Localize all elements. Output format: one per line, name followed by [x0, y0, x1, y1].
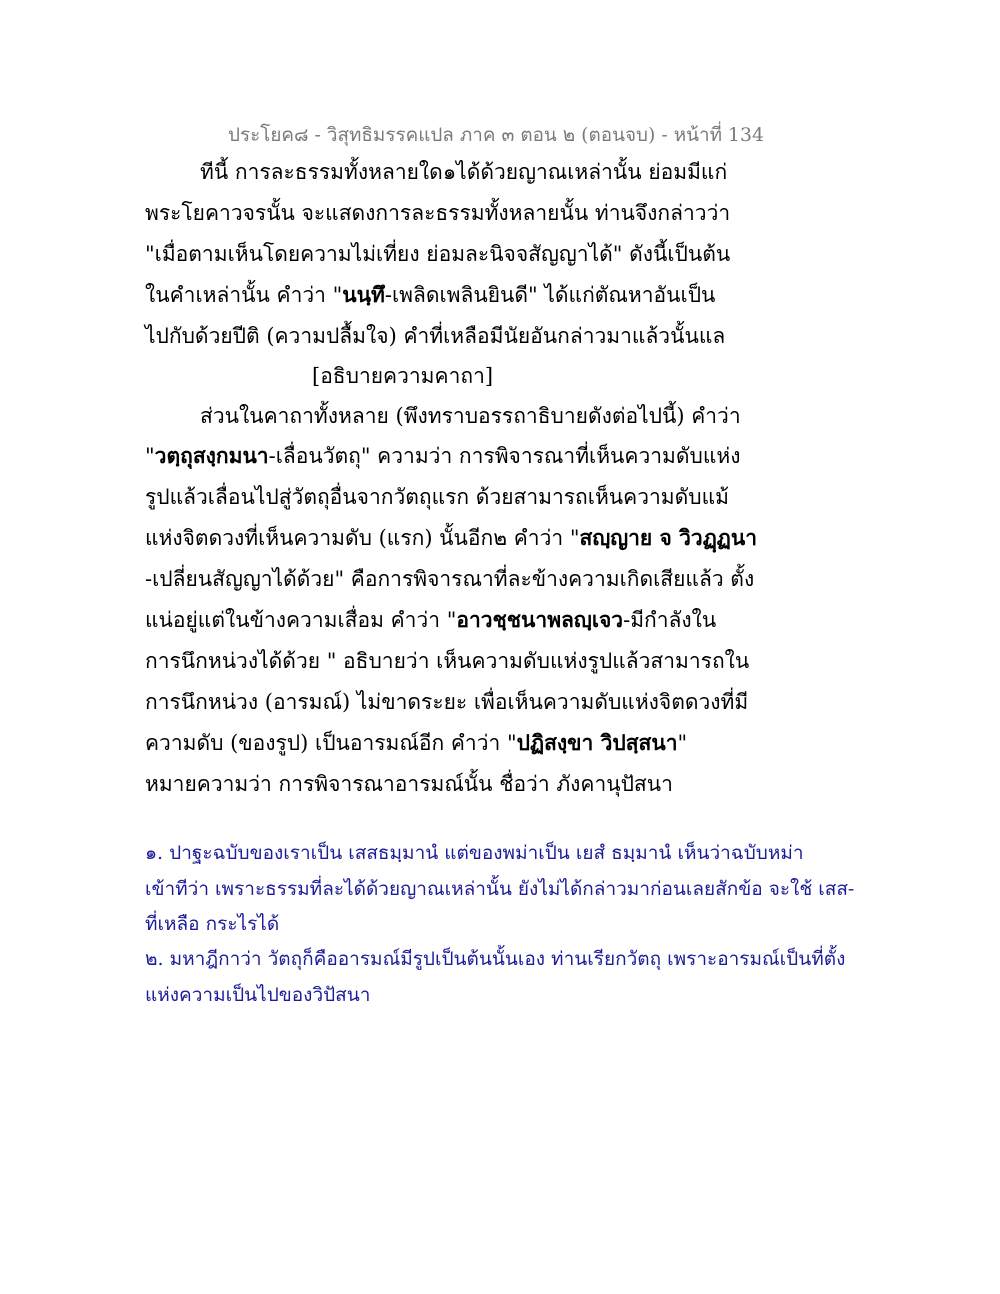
- body-line-9: [145, 523, 757, 553]
- body-line-11: [145, 605, 716, 635]
- section-heading: [อธิบายความคาถา]: [312, 364, 494, 388]
- text-span: ": [145, 444, 155, 468]
- body-line-2: พระโยคาวจรนั้น จะแสดงการละธรรมทั้งหลายนั้น ท่านจึงกล่าวว่า: [145, 201, 731, 225]
- body-line-12: การนึกหน่วงได้ด้วย " อธิบายว่า เห็นความดับแห่งรูปแล้วสามารถใน: [145, 649, 750, 673]
- footnote-2-line-1: ๒. มหาฎีกาว่า วัตถุก็คืออารมณ์มีรูปเป็นต้นนั้นเอง ท่านเรียกวัตถุ เพราะอารมณ์เป็นที่ตั้ง: [145, 948, 846, 970]
- text-span: -มีกำลังใน: [623, 608, 717, 632]
- page-header: ประโยค๘ - วิสุทธิมรรคแปล ภาค ๓ ตอน ๒ (ตอนจบ) - หน้าที่ 134: [228, 124, 764, 146]
- body-line-8: รูปแล้วเลื่อนไปสู่วัตถุอื่นจากวัตถุแรก ด้วยสามารถเห็นความดับแม้: [145, 485, 729, 509]
- body-line-15: หมายความว่า การพิจารณาอารมณ์นั้น ชื่อว่า ภังคานุปัสนา: [145, 772, 673, 796]
- pali-term: อาวชฺชนาพลญฺเจว: [456, 607, 624, 632]
- footnote-1-line-2: เข้าทีว่า เพราะธรรมที่ละได้ด้วยญาณเหล่านั้น ยังไม่ได้กล่าวมาก่อนเลยสักข้อ จะใช้ เสส-: [145, 878, 855, 900]
- body-line-13: การนึกหน่วง (อารมณ์) ไม่ขาดระยะ เพื่อเห็นความดับแห่งจิตดวงที่มี: [145, 690, 749, 714]
- text-span: ความดับ (ของรูป) เป็นอารมณ์อีก คำว่า ": [145, 731, 517, 755]
- text-span: ในคำเหล่านั้น คำว่า ": [145, 283, 343, 307]
- body-line-14: [145, 728, 687, 758]
- pali-term: วตฺถุสงฺกมนา: [154, 443, 269, 468]
- body-line-7: [145, 441, 741, 471]
- body-line-5: ไปกับด้วยปีติ (ความปลื้มใจ) คำที่เหลือมีนัยอันกล่าวมาแล้วนั้นแล: [145, 324, 726, 348]
- pali-term: ปฏิสงฺขา วิปสฺสนา: [516, 730, 678, 755]
- pali-term: สญฺญาย จ วิวฏฺฏนา: [579, 525, 758, 550]
- pali-term: นนฺทึ: [342, 282, 385, 307]
- body-line-4: [145, 280, 715, 310]
- text-span: ": [677, 731, 688, 755]
- footnote-2-line-2: แห่งความเป็นไปของวิปัสนา: [145, 984, 371, 1006]
- footnote-1-line-3: ที่เหลือ กระไรได้: [145, 913, 280, 935]
- body-line-10: -เปลี่ยนสัญญาได้ด้วย" คือการพิจารณาที่ละข้างความเกิดเสียแล้ว ตั้ง: [145, 567, 755, 591]
- text-span: แห่งจิตดวงที่เห็นความดับ (แรก) นั้นอีก๒ คำว่า ": [145, 526, 580, 550]
- text-span: แน่อยู่แต่ในข้างความเสื่อม คำว่า ": [145, 608, 457, 632]
- body-line-3: "เมื่อตามเห็นโดยความไม่เที่ยง ย่อมละนิจจสัญญาได้" ดังนี้เป็นต้น: [145, 242, 731, 266]
- footnote-1-line-1: ๑. ปาฐะฉบับของเราเป็น เสสธมฺมานํ แต่ของพม่าเป็น เยสํ ธมฺมานํ เห็นว่าฉบับหม่า: [145, 842, 804, 864]
- body-line-6: ส่วนในคาถาทั้งหลาย (พึงทราบอรรถาธิบายดังต่อไปนี้) คำว่า: [200, 404, 741, 428]
- text-span: -เลื่อนวัตถุ" ความว่า การพิจารณาที่เห็นความดับแห่ง: [268, 444, 741, 468]
- body-line-1: ทีนี้ การละธรรมทั้งหลายใด๑ได้ด้วยญาณเหล่านั้น ย่อมมีแก่: [200, 160, 728, 184]
- text-span: -เพลิดเพลินยินดี" ได้แก่ตัณหาอันเป็น: [384, 283, 716, 307]
